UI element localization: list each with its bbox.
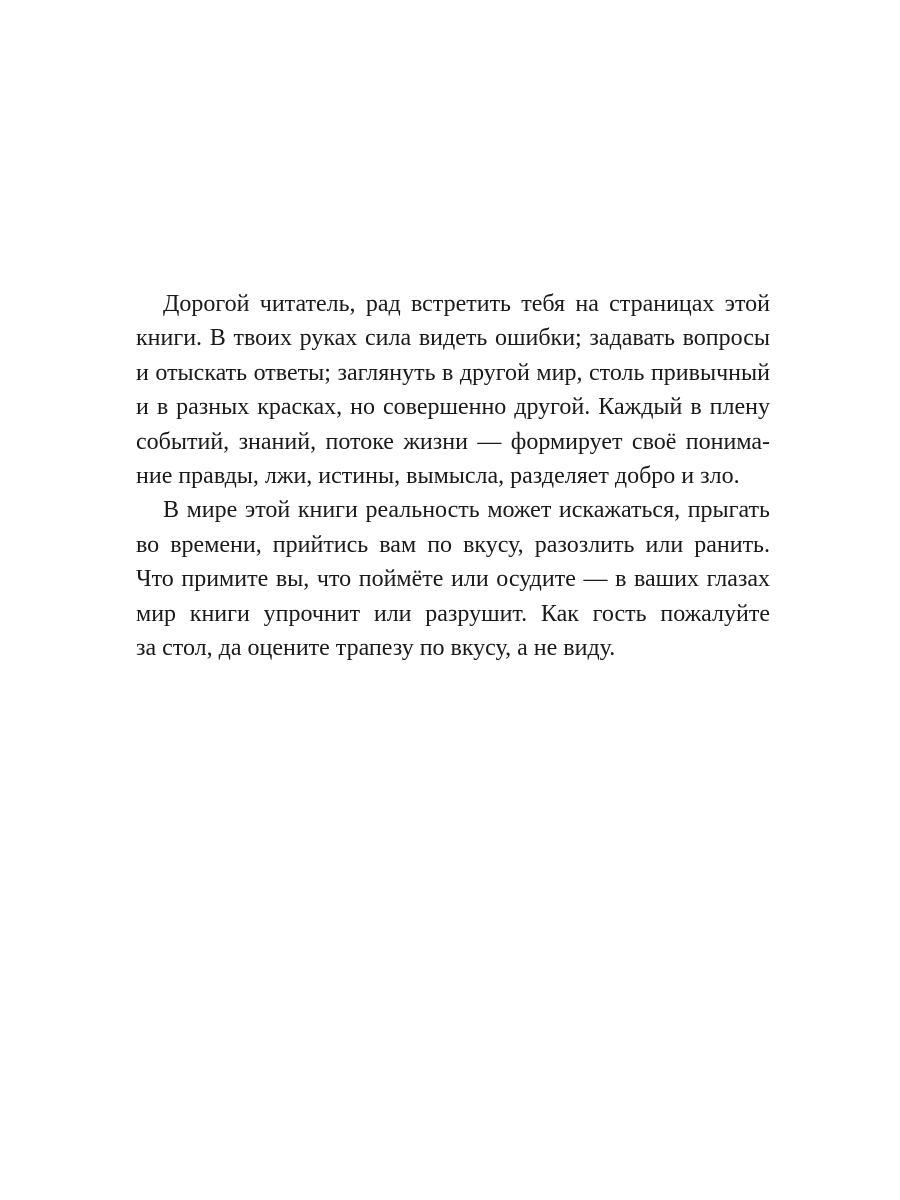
text-line: Что примите вы, что поймёте или осудите — в ваших глазах [136, 566, 770, 593]
text-line: во времени, прийтись вам по вкусу, разозлить или ранить. [136, 531, 770, 558]
text-line: книги. В твоих руках сила видеть ошибки; задавать вопросы [136, 325, 770, 352]
text-line: мир книги упрочнит или разрушит. Как гость пожалуйте [136, 600, 770, 627]
text-line: Дорогой читатель, рад встретить тебя на страницах этой [163, 291, 770, 317]
paragraph-1 [136, 287, 770, 493]
text-line: и в разных красках, но совершенно другой. Каждый в плену [136, 394, 770, 421]
text-line: и отыскать ответы; заглянуть в другой мир, столь привычный [136, 359, 770, 386]
text-line: ние правды, лжи, истины, вымысла, разделяет добро и зло. [136, 462, 740, 489]
book-text [136, 287, 770, 665]
text-line: В мире этой книги реальность может искажаться, прыгать [163, 497, 770, 524]
text-line: за стол, да оцените трапезу по вкусу, а не виду. [136, 634, 616, 661]
paragraph-2 [136, 493, 770, 665]
text-line: событий, знаний, потоке жизни — формирует своё понима- [136, 428, 770, 455]
